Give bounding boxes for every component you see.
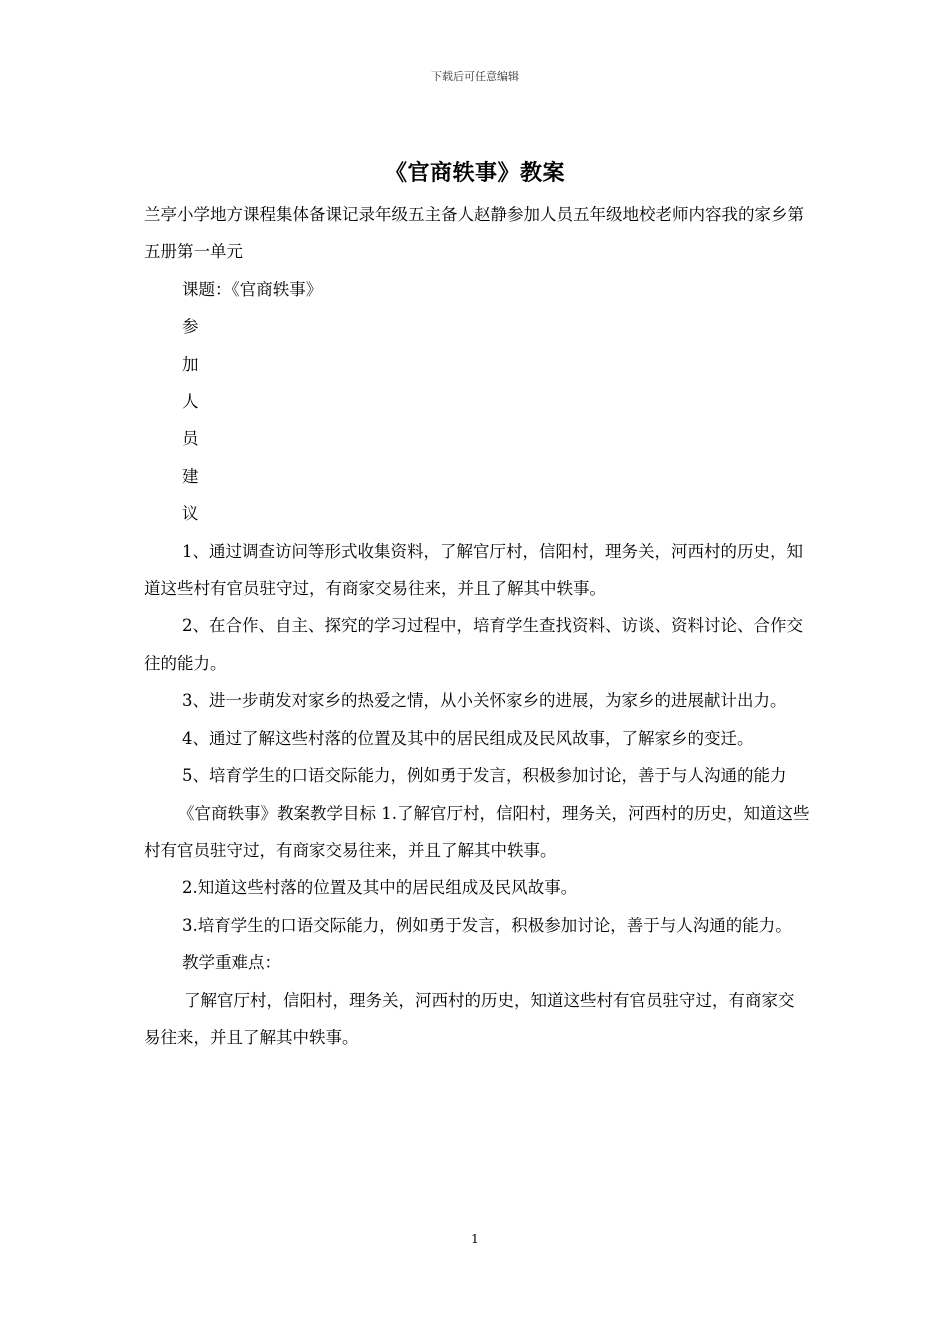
goal-paragraph: 2、在合作、自主、探究的学习过程中，培育学生查找资料、访谈、资料讨论、合作交往的能力。	[144, 616, 803, 673]
goal-paragraph: 3、进一步萌发对家乡的热爱之情，从小关怀家乡的进展，为家乡的进展献计出力。	[182, 691, 787, 711]
page-header: 下载后可任意编辑	[431, 70, 519, 83]
vertical-char: 员	[182, 429, 199, 449]
intro-paragraph: 兰亭小学地方课程集体备课记录年级五主备人赵静参加人员五年级地校老师内容我的家乡第五册第一单元	[144, 205, 804, 262]
key-points-label: 教学重难点：	[182, 953, 281, 973]
objective-paragraph: 3.培育学生的口语交际能力，例如勇于发言，积极参加讨论，善于与人沟通的能力。	[182, 915, 792, 935]
page-number: 1	[471, 1232, 479, 1246]
objectives-paragraph: 《官商轶事》教案教学目标 1.了解官厅村，信阳村，理务关，河西村的历史，知道这些村有官员驻守过，有商家交易往来，并且了解其中轶事。	[144, 803, 810, 860]
vertical-char: 加	[182, 354, 199, 374]
vertical-char: 人	[182, 392, 199, 412]
document-body	[144, 196, 810, 1056]
vertical-char: 议	[182, 504, 199, 524]
vertical-char: 建	[182, 466, 199, 486]
objective-paragraph: 2.知道这些村落的位置及其中的居民组成及民风故事。	[182, 878, 578, 898]
document-title: 《官商轶事》教案	[384, 160, 565, 186]
vertical-char: 参	[182, 317, 199, 337]
goal-paragraph: 1、通过调查访问等形式收集资料，了解官厅村，信阳村，理务关，河西村的历史，知道这些村有官员驻守过，有商家交易往来，并且了解其中轶事。	[144, 541, 803, 599]
lesson-topic: 课题：《官商轶事》	[182, 279, 323, 299]
goal-paragraph: 4、通过了解这些村落的位置及其中的居民组成及民风故事，了解家乡的变迁。	[182, 728, 754, 748]
goal-paragraph: 5、培育学生的口语交际能力，例如勇于发言，积极参加讨论，善于与人沟通的能力	[182, 766, 787, 786]
key-points-paragraph: 了解官厅村，信阳村，理务关，河西村的历史，知道这些村有官员驻守过，有商家交易往来，并且了解其中轶事。	[144, 990, 795, 1047]
